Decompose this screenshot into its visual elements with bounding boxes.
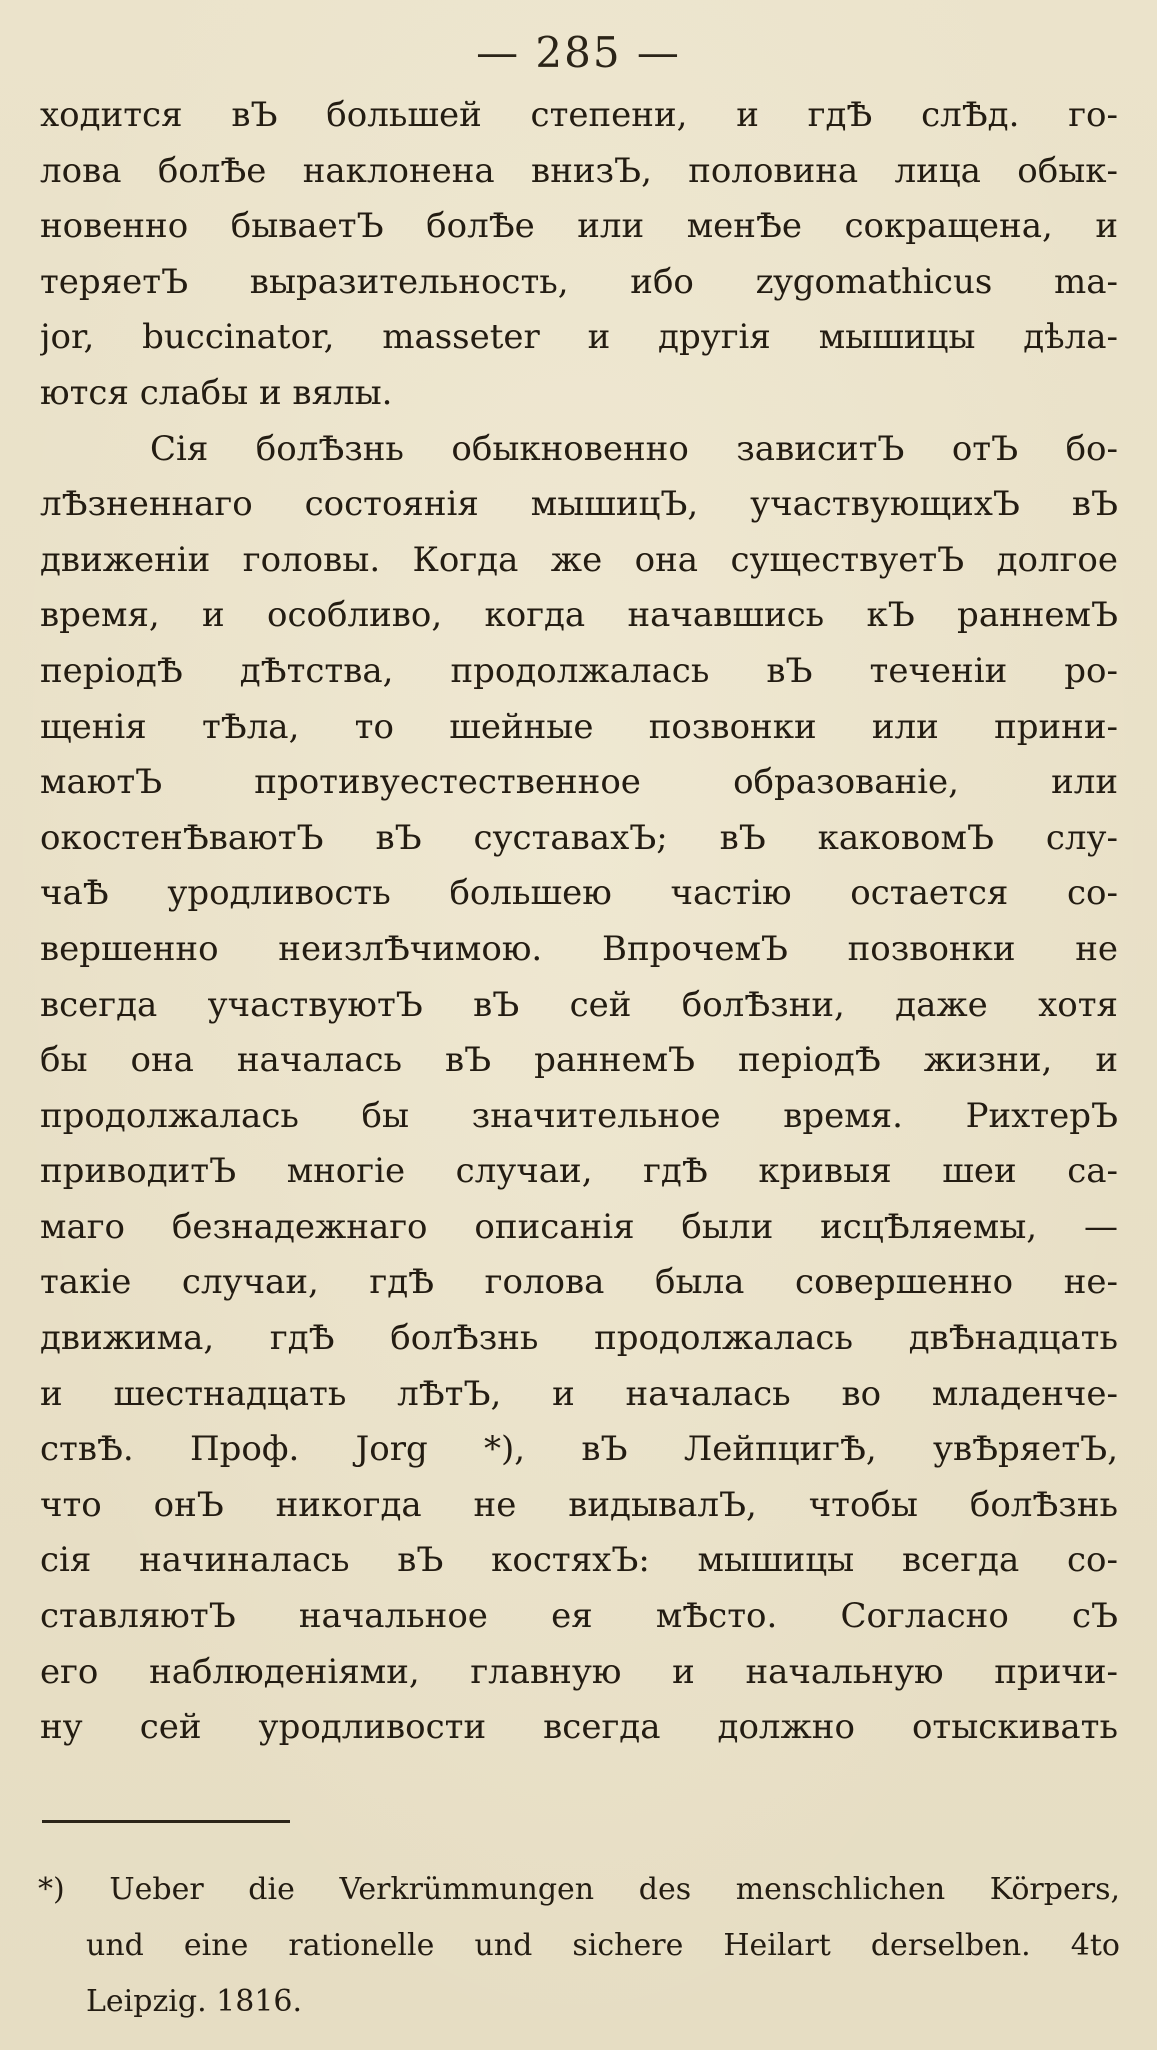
text-line: такіе случаи, гдѢ голова была совершенно не- [40,1262,1118,1303]
text-line: jor, buccinator, masseter и другія мышицы дѣла- [40,317,1118,358]
paragraph-start-line: Сія болѢзнь обыкновенно зависитЪ отЪ бо- [150,428,1118,469]
text-line: лова болѢе наклонена внизЪ, половина лица обык- [40,150,1118,191]
text-line: его наблюденіями, главную и начальную причи- [40,1651,1118,1692]
text-line: маютЪ противуестественное образованіе, или [40,762,1118,803]
text-line: продолжалась бы значительное время. РихтерЪ [40,1095,1118,1136]
text-line: маго безнадежнаго описанія были исцѢляемы, — [40,1206,1118,1247]
footnote-separator [42,1820,290,1823]
footnote-line: und eine rationelle und sichere Heilart derselben. 4to [86,1928,1120,1963]
page-number: — 285 — [476,28,681,77]
text-line: теряетЪ выразительность, ибо zygomathicus ma- [40,261,1118,302]
text-line: время, и особливо, когда начавшись кЪ раннемЪ [40,595,1118,636]
text-line: лѢзненнаго состоянія мышицЪ, участвующихЪ вЪ [40,484,1118,525]
text-line: вершенно неизлѢчимою. ВпрочемЪ позвонки не [40,928,1118,969]
text-line: бы она началась вЪ раннемЪ періодѢ жизни, и [40,1040,1118,1081]
text-line: движима, гдѢ болѢзнь продолжалась двѢнадцать [40,1318,1118,1359]
text-line: и шестнадцать лѢтЪ, и началась во младенче- [40,1373,1118,1414]
text-line: ну сей уродливости всегда должно отыскивать [40,1707,1118,1748]
text-line: сія начиналась вЪ костяхЪ: мышицы всегда со- [40,1540,1118,1581]
main-text [40,88,1118,1756]
text-line: приводитЪ многіе случаи, гдѢ кривыя шеи са- [40,1151,1118,1192]
text-line: щенія тѢла, то шейные позвонки или прини- [40,706,1118,747]
text-line: окостенѢваютЪ вЪ суставахЪ; вЪ каковомЪ слу- [40,817,1118,858]
text-line: ставляютЪ начальное ея мѢсто. Согласно сЪ [40,1596,1118,1637]
text-line: всегда участвуютЪ вЪ сей болѢзни, даже хотя [40,984,1118,1025]
text-line: движеніи головы. Когда же она существуетЪ долгое [40,539,1118,580]
text-line: періодѢ дѢтства, продолжалась вЪ теченіи ро- [40,650,1118,691]
text-line: ются слабы и вялы. [40,372,393,413]
text-line: новенно бываетЪ болѢе или менѢе сокращена, и [40,206,1118,247]
footnote [38,1862,1120,2030]
footnote-line: Leipzig. 1816. [86,1984,303,2019]
text-line: чаѢ уродливость большею частію остается со- [40,873,1118,914]
footnote-line: *) Ueber die Verkrümmungen des menschlichen Körpers, [38,1872,1120,1907]
text-line: ходится вЪ большей степени, и гдѢ слѢд. го- [40,95,1118,135]
text-line: ствѢ. Проф. Jorg *), вЪ ЛейпцигѢ, увѢряетЪ, [40,1429,1118,1470]
text-line: что онЪ никогда не видывалЪ, чтобы болѢзнь [40,1484,1118,1525]
